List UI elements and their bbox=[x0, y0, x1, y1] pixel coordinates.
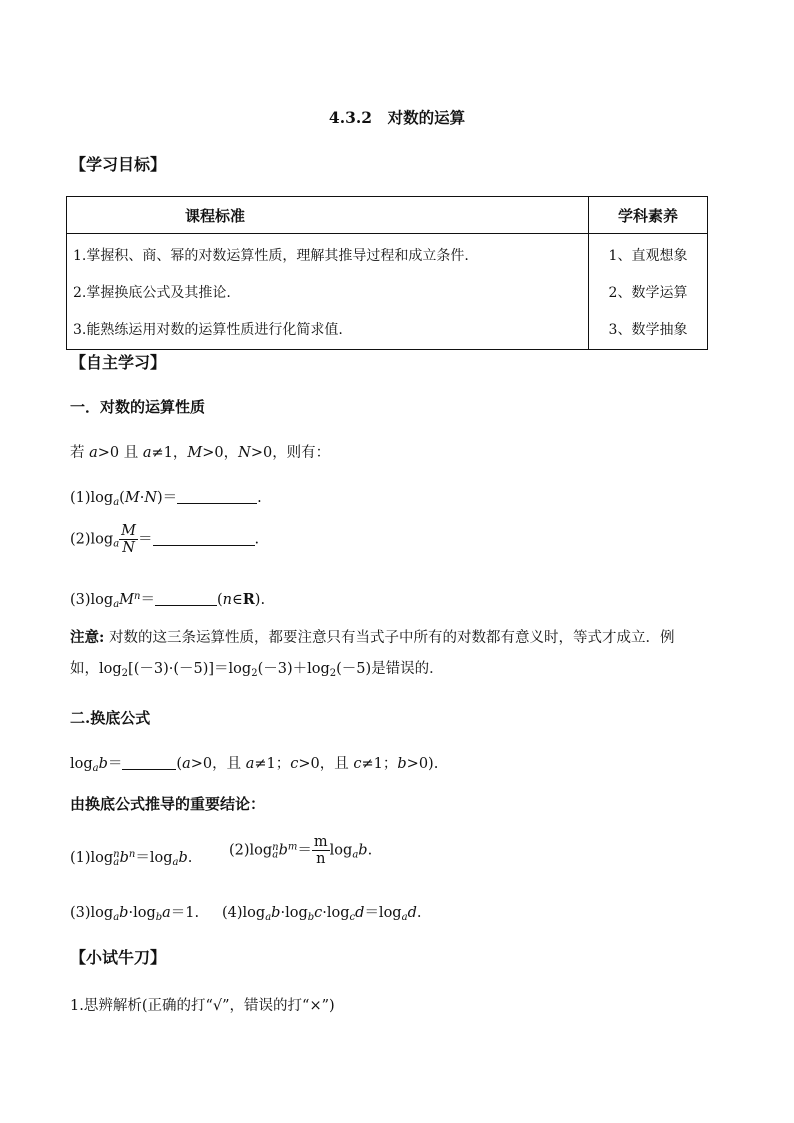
answer-blank[interactable] bbox=[153, 531, 255, 546]
change-of-base-formula: $\log_ab= (a>0$，且 a≠1；c>0，且 c≠1；b>0). bbox=[70, 756, 439, 774]
answer-blank[interactable] bbox=[122, 755, 176, 770]
header-standard: 课程标准 bbox=[67, 197, 589, 234]
exercise-1: 1.思辨解析(正确的打“√”，错误的打“×”) bbox=[70, 998, 335, 1014]
page-title: 4.3.2 对数的运算 bbox=[328, 108, 466, 127]
standard-item: 2.掌握换底公式及其推论. bbox=[73, 285, 231, 301]
standard-item: 1.掌握积、商、幂的对数运算性质，理解其推导过程和成立条件. bbox=[73, 248, 469, 264]
note-line-1: 注意: 对数的这三条运算性质，都要注意只有当式子中所有的对数都有意义时，等式才成立．例 bbox=[70, 629, 675, 646]
formula-power: $(3)\log_aM^n=$ (n∈R). bbox=[70, 591, 266, 610]
formula-product: $(1)\log_a(M\cdot N)=$ . bbox=[70, 490, 262, 508]
table-row bbox=[67, 234, 708, 350]
section-heading-goals: 【学习目标】 bbox=[70, 155, 167, 174]
literacy-cell bbox=[589, 234, 708, 350]
conclusion-2: $(2)\log_a^nb^m=$ $\frac{m}{n}$ $\log_ab$. bbox=[229, 834, 373, 867]
conclusion-1: $(1)\log_a^nb^n=\log_ab$. bbox=[70, 849, 193, 868]
condition-line: 若 a>0 且 a≠1，M>0，N>0，则有： bbox=[70, 445, 331, 461]
conclusion-heading: 由换底公式推导的重要结论： bbox=[70, 795, 266, 813]
section-heading-try: 【小试牛刀】 bbox=[70, 948, 167, 967]
answer-blank[interactable] bbox=[177, 489, 257, 504]
fraction-m-over-n: $\frac{M}{N}$ bbox=[121, 523, 137, 556]
header-literacy: 学科素养 bbox=[589, 197, 708, 234]
literacy-item: 1、直观想象 bbox=[608, 248, 688, 264]
standards-cell bbox=[67, 234, 589, 350]
section-heading-self-study: 【自主学习】 bbox=[70, 353, 167, 372]
fraction-m-over-n-lower: $\frac{m}{n}$ bbox=[313, 834, 328, 867]
part2-heading: 二.换底公式 bbox=[70, 709, 151, 727]
table-header-row bbox=[67, 197, 708, 234]
part1-heading: 一．对数的运算性质 bbox=[70, 398, 206, 416]
conclusion-4: $(4)\log_ab\cdot\log_bc\cdot\log_cd=\log_ad$. bbox=[222, 905, 422, 923]
answer-blank[interactable] bbox=[155, 591, 217, 606]
conclusion-3: $(3)\log_ab\cdot\log_ba=1$. bbox=[70, 905, 200, 923]
formula-quotient: $(2)\log_a$ $\frac{M}{N}$ ＝ . bbox=[70, 523, 260, 556]
note-line-2: 如，$\log_2[(-3)\cdot(-5)]=\log_2(-3)+\log_2(-5)$是错误的． bbox=[70, 661, 444, 679]
standard-item: 3.能熟练运用对数的运算性质进行化简求值. bbox=[73, 322, 343, 338]
literacy-item: 3、数学抽象 bbox=[608, 322, 688, 338]
literacy-item: 2、数学运算 bbox=[608, 285, 688, 301]
goals-table bbox=[66, 196, 708, 350]
